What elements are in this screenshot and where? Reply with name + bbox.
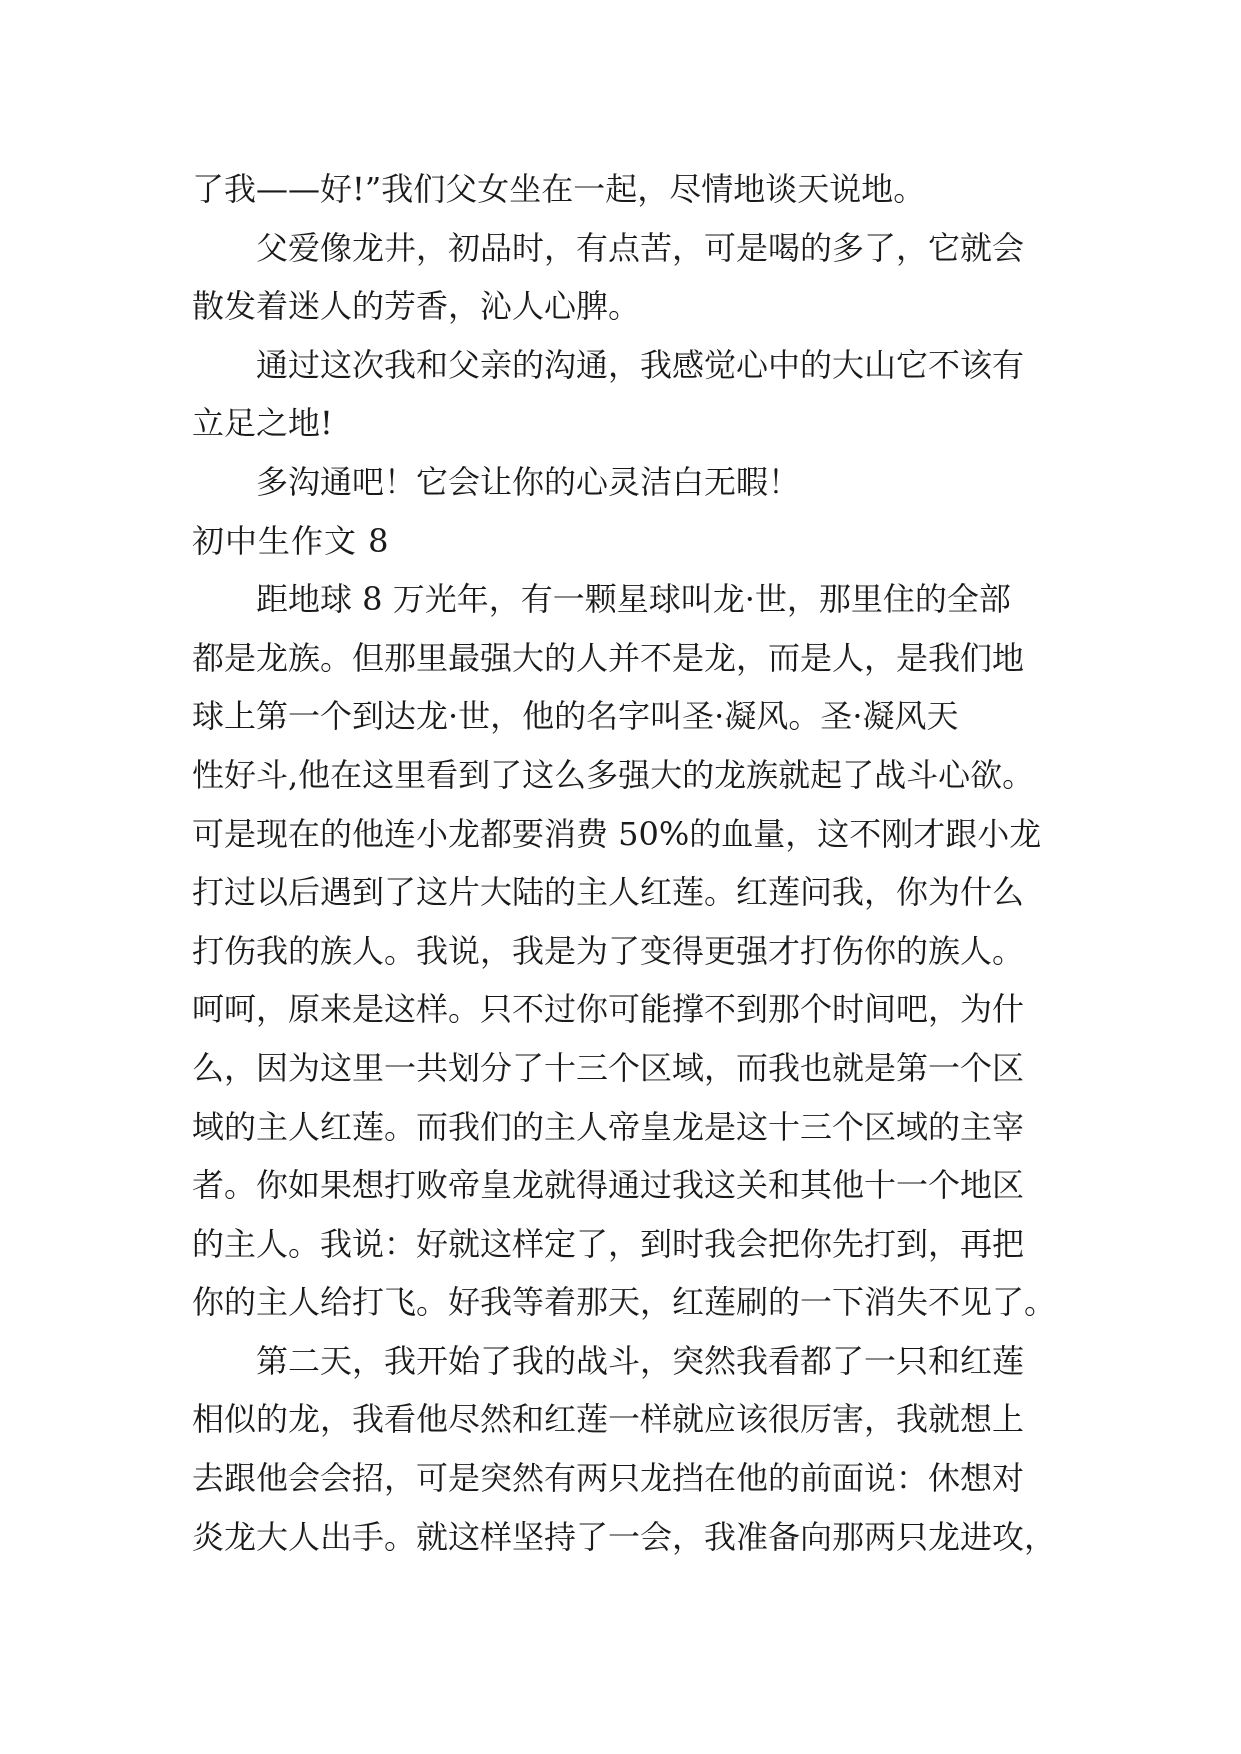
text-line: 呵呵，原来是这样。只不过你可能撑不到那个时间吧，为什: [192, 990, 1025, 1029]
text-line: 你的主人给打飞。好我等着那天，红莲刷的一下消失不见了。: [192, 1283, 1057, 1322]
text-line: 相似的龙，我看他尽然和红莲一样就应该很厉害，我就想上: [192, 1400, 1025, 1439]
essay-text: [192, 160, 1072, 1566]
text-line: 域的主人红莲。而我们的主人帝皇龙是这十三个区域的主宰: [192, 1107, 1025, 1146]
text-line: 的主人。我说：好就这样定了，到时我会把你先打到，再把: [192, 1224, 1025, 1263]
text-line: 打伤我的族人。我说，我是为了变得更强才打伤你的族人。: [192, 931, 1025, 970]
text-line: 第二天，我开始了我的战斗，突然我看都了一只和红莲: [256, 1341, 1025, 1380]
text-line: 打过以后遇到了这片大陆的主人红莲。红莲问我，你为什么: [192, 873, 1025, 912]
text-line: 通过这次我和父亲的沟通，我感觉心中的大山它不该有: [256, 345, 1025, 384]
text-line: 可是现在的他连小龙都要消费 50%的血量，这不刚才跟小龙: [192, 814, 1042, 853]
text-line: 了我——好!”我们父女坐在一起，尽情地谈天说地。: [192, 170, 926, 208]
text-line: 炎龙大人出手。就这样坚持了一会，我准备向那两只龙进攻，: [192, 1517, 1057, 1556]
text-line: 父爱像龙井，初品时，有点苦，可是喝的多了，它就会: [256, 228, 1025, 267]
text-line: 距地球 8 万光年，有一颗星球叫龙·世，那里住的全部: [256, 580, 1011, 619]
text-line: 多沟通吧！它会让你的心灵洁白无暇！: [256, 462, 801, 501]
text-line: 立足之地!: [192, 404, 333, 443]
text-line: 都是龙族。但那里最强大的人并不是龙，而是人，是我们地: [192, 638, 1025, 677]
text-line: 么，因为这里一共划分了十三个区域，而我也就是第一个区: [192, 1048, 1025, 1087]
text-line: 去跟他会会招，可是突然有两只龙挡在他的前面说：休想对: [192, 1459, 1025, 1498]
text-line: 者。你如果想打败帝皇龙就得通过我这关和其他十一个地区: [192, 1166, 1025, 1205]
section-heading: 初中生作文 8: [192, 521, 390, 560]
text-line: 球上第一个到达龙·世，他的名字叫圣·凝风。圣·凝风天: [192, 697, 959, 736]
text-line: 散发着迷人的芳香，沁人心脾。: [192, 287, 641, 326]
text-line: 性好斗,他在这里看到了这么多强大的龙族就起了战斗心欲。: [192, 755, 1035, 794]
